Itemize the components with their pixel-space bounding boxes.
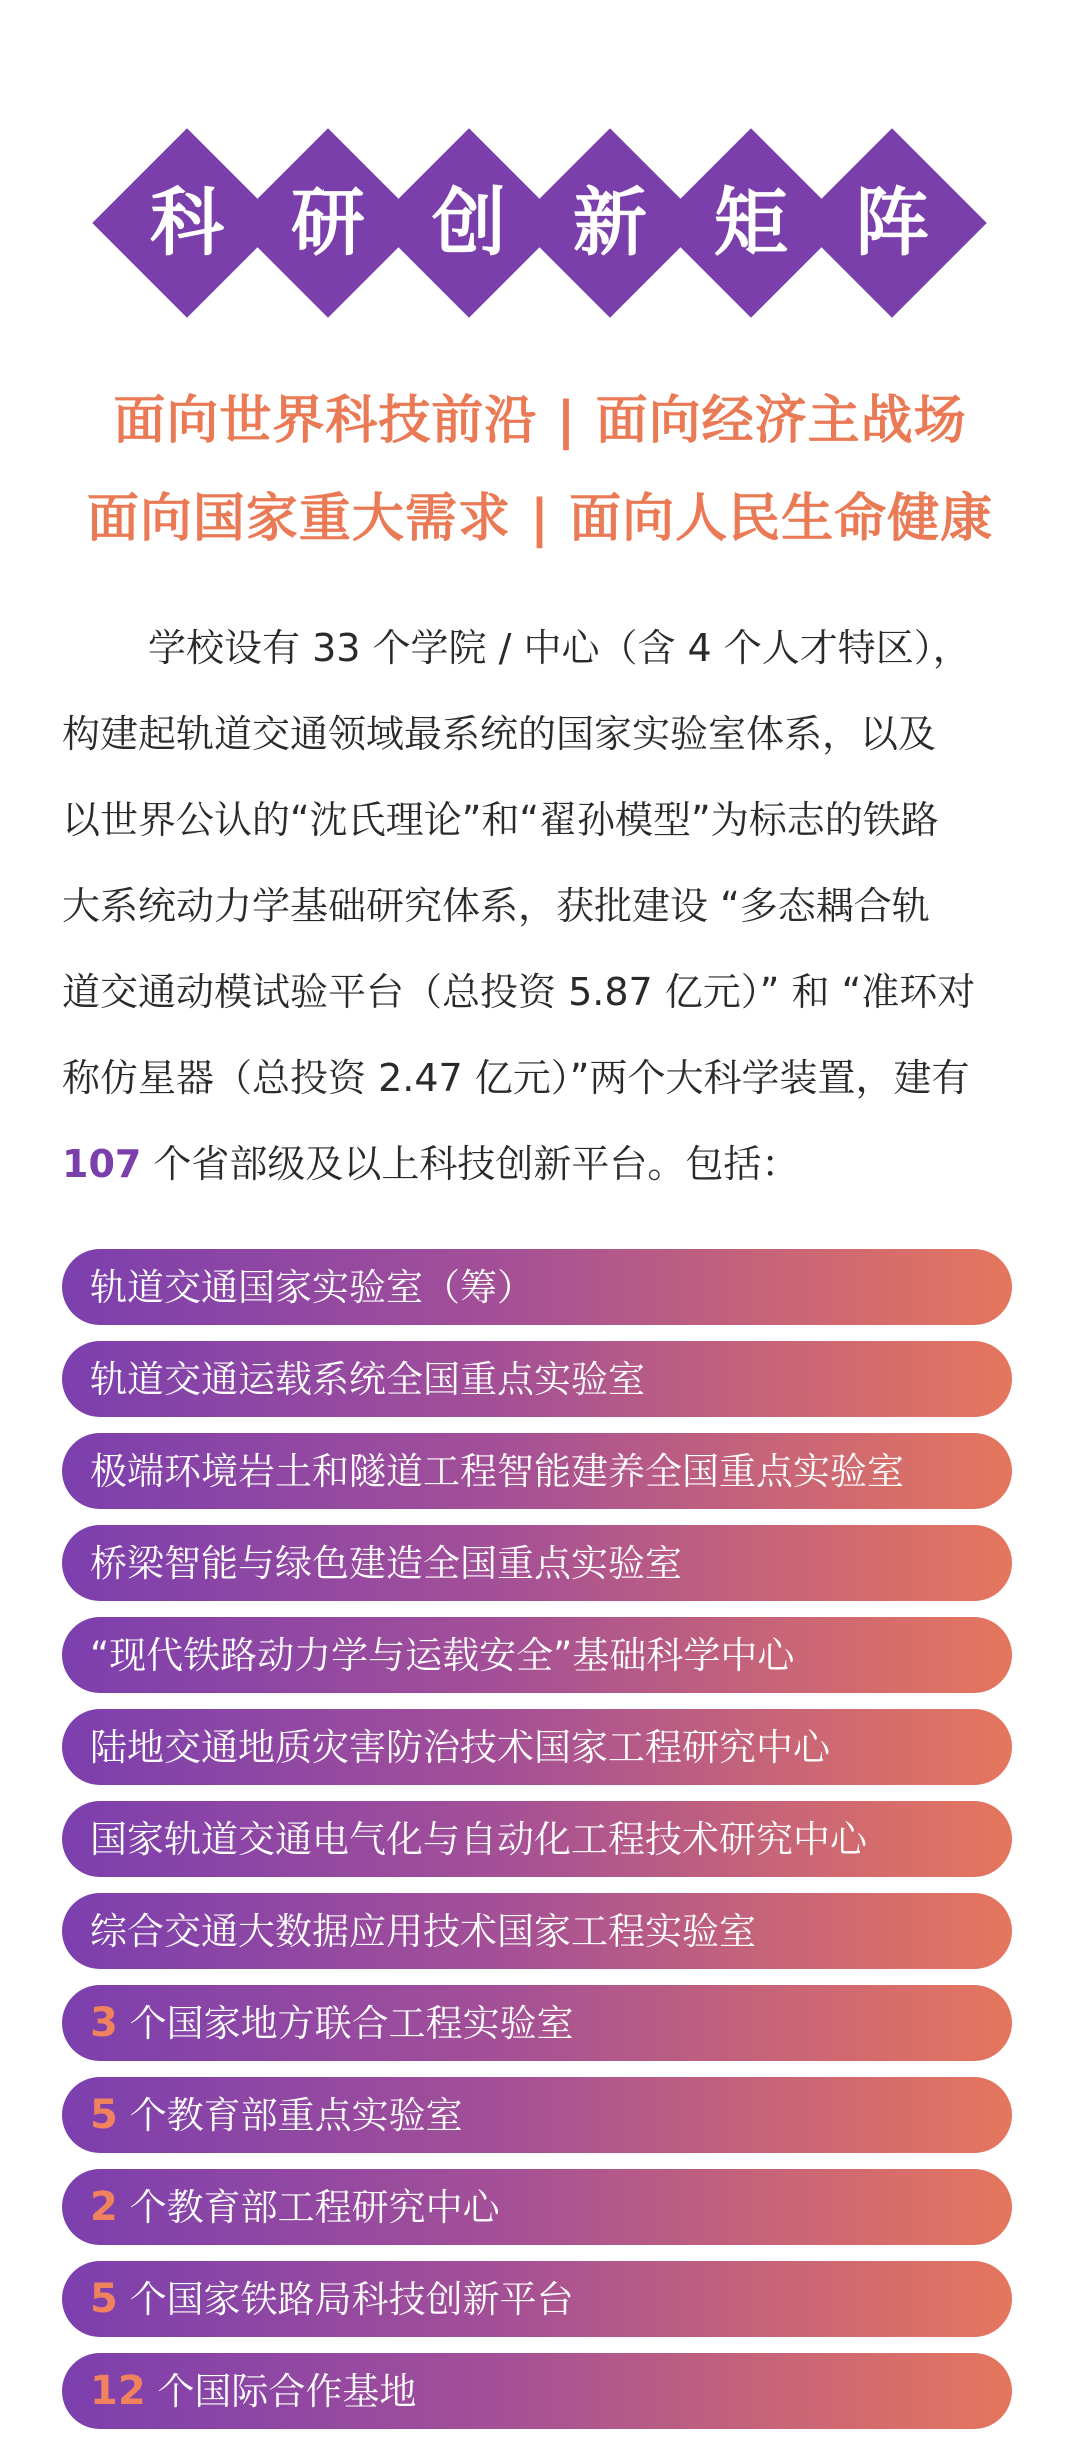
paragraph-line: 学校设有 33 个学院 / 中心（含 4 个人才特区），	[148, 626, 971, 670]
paragraph-line: 大系统动力学基础研究体系，获批建设 “多态耦合轨	[62, 884, 930, 928]
list-item	[62, 2261, 1012, 2337]
list-item-label: 个教育部工程研究中心	[117, 2186, 500, 2229]
list-item-label: 个国际合作基地	[145, 2370, 417, 2413]
list-item-number: 12	[90, 2368, 146, 2414]
list-item	[62, 1249, 1012, 1325]
paragraph-line: 以世界公认的“沈氏理论”和“翟孙模型”为标志的铁路	[62, 798, 939, 842]
list-item-number: 5	[90, 2092, 118, 2138]
list-item-label: “现代铁路动力学与运载安全”基础科学中心	[90, 1634, 795, 1677]
list-item	[62, 1709, 1012, 1785]
list-item-label: 轨道交通运载系统全国重点实验室	[90, 1358, 645, 1401]
platform-count: 107	[62, 1142, 142, 1186]
intro-paragraph	[62, 605, 1022, 1207]
title-char: 研	[291, 180, 365, 266]
title-char: 新	[573, 180, 647, 266]
title-char: 创	[432, 180, 506, 266]
subtitle-line-1: 面向世界科技前沿 | 面向经济主战场	[113, 391, 967, 451]
title-banner	[92, 128, 988, 318]
list-item	[62, 2169, 1012, 2245]
list-item-label: 桥梁智能与绿色建造全国重点实验室	[90, 1542, 682, 1585]
paragraph-line: 道交通动模试验平台（总投资 5.87 亿元）” 和 “准环对	[62, 970, 976, 1014]
list-item	[62, 1617, 1012, 1693]
list-item-number: 3	[90, 2000, 118, 2046]
list-item-label: 个国家铁路局科技创新平台	[117, 2278, 574, 2321]
list-item-label: 国家轨道交通电气化与自动化工程技术研究中心	[90, 1818, 867, 1861]
list-item-label: 个教育部重点实验室	[117, 2094, 463, 2137]
list-item	[62, 1985, 1012, 2061]
paragraph-line-text: 个省部级及以上科技创新平台。包括：	[141, 1142, 800, 1186]
title-char: 阵	[855, 180, 929, 266]
list-item-label: 综合交通大数据应用技术国家工程实验室	[90, 1910, 756, 1953]
list-item-label: 轨道交通国家实验室（筹）	[90, 1266, 534, 1309]
title-char: 矩	[714, 180, 788, 266]
list-item	[62, 1433, 1012, 1509]
title-char: 科	[150, 180, 224, 266]
list-item-label: 陆地交通地质灾害防治技术国家工程研究中心	[90, 1726, 830, 1769]
platform-list	[62, 1249, 1012, 2445]
list-item	[62, 2353, 1012, 2429]
list-item	[62, 1801, 1012, 1877]
list-item-label: 极端环境岩土和隧道工程智能建养全国重点实验室	[90, 1450, 904, 1493]
subtitle-line-2: 面向国家重大需求 | 面向人民生命健康	[86, 489, 994, 549]
list-item	[62, 2077, 1012, 2153]
list-item-label: 个国家地方联合工程实验室	[117, 2002, 574, 2045]
paragraph-line	[62, 1121, 1022, 1207]
list-item	[62, 1341, 1012, 1417]
list-item-number: 5	[90, 2276, 118, 2322]
list-item	[62, 1893, 1012, 1969]
paragraph-line: 构建起轨道交通领域最系统的国家实验室体系，以及	[62, 712, 937, 756]
list-item-number: 2	[90, 2184, 118, 2230]
paragraph-line: 称仿星器（总投资 2.47 亿元）”两个大科学装置，建有	[62, 1056, 970, 1100]
list-item	[62, 1525, 1012, 1601]
title-diamond	[797, 128, 987, 318]
